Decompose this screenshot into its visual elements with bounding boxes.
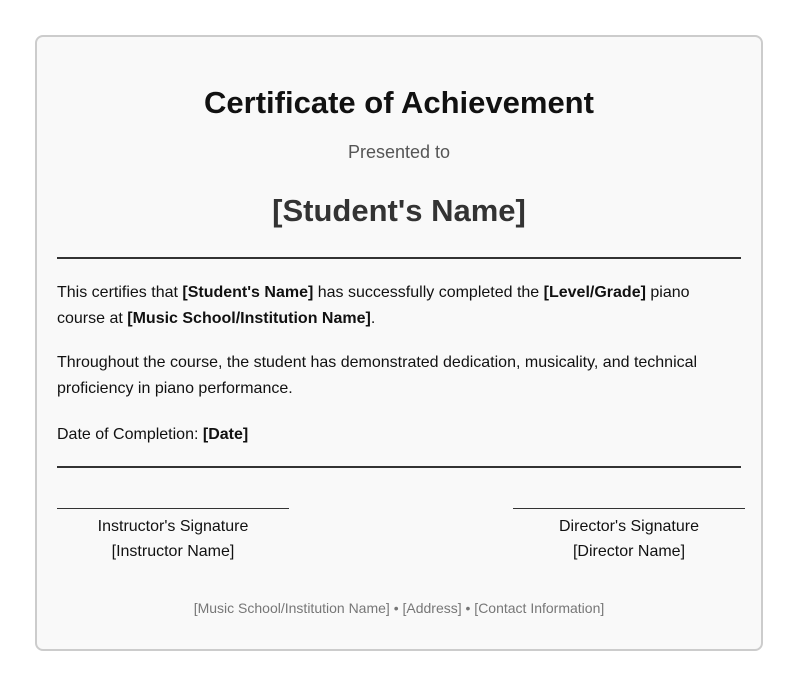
- certificate-card: [35, 35, 763, 651]
- certificate-footer: [Music School/Institution Name] • [Address] • [Contact Information]: [193, 600, 605, 616]
- instructor-name: [Instructor Name]: [111, 543, 235, 560]
- paragraph-text: piano course at: [57, 284, 690, 327]
- director-signature-line: [513, 508, 745, 509]
- presented-to-label: Presented to: [347, 142, 451, 162]
- paragraph-text: .: [370, 310, 376, 327]
- certificate-title: Certificate of Achievement: [204, 85, 594, 120]
- top-divider: [57, 257, 741, 259]
- instructor-signature-line: [57, 508, 289, 509]
- instructor-signature-title: Instructor's Signature: [97, 518, 249, 535]
- completion-date: [57, 422, 741, 448]
- institution-name-inline: [Music School/Institution Name]: [127, 310, 371, 327]
- director-signature-block: [513, 508, 745, 562]
- description-paragraph: Throughout the course, the student has demonstrated dedication, musicality, and technical proficiency in piano performance.: [57, 354, 698, 397]
- student-name-inline: [Student's Name]: [182, 284, 314, 301]
- completion-date-value: [Date]: [202, 426, 249, 443]
- director-signature-title: Director's Signature: [559, 518, 699, 535]
- completion-date-label: Date of Completion:: [57, 426, 203, 443]
- level-grade-inline: [Level/Grade]: [543, 284, 646, 301]
- paragraph-text: This certifies that: [57, 284, 183, 301]
- paragraph-text: has successfully completed the: [313, 284, 544, 301]
- student-name-heading: [Student's Name]: [272, 193, 526, 228]
- bottom-divider: [57, 466, 741, 468]
- instructor-signature-block: [57, 508, 289, 562]
- director-name: [Director Name]: [572, 543, 686, 560]
- certification-paragraph: [57, 280, 741, 332]
